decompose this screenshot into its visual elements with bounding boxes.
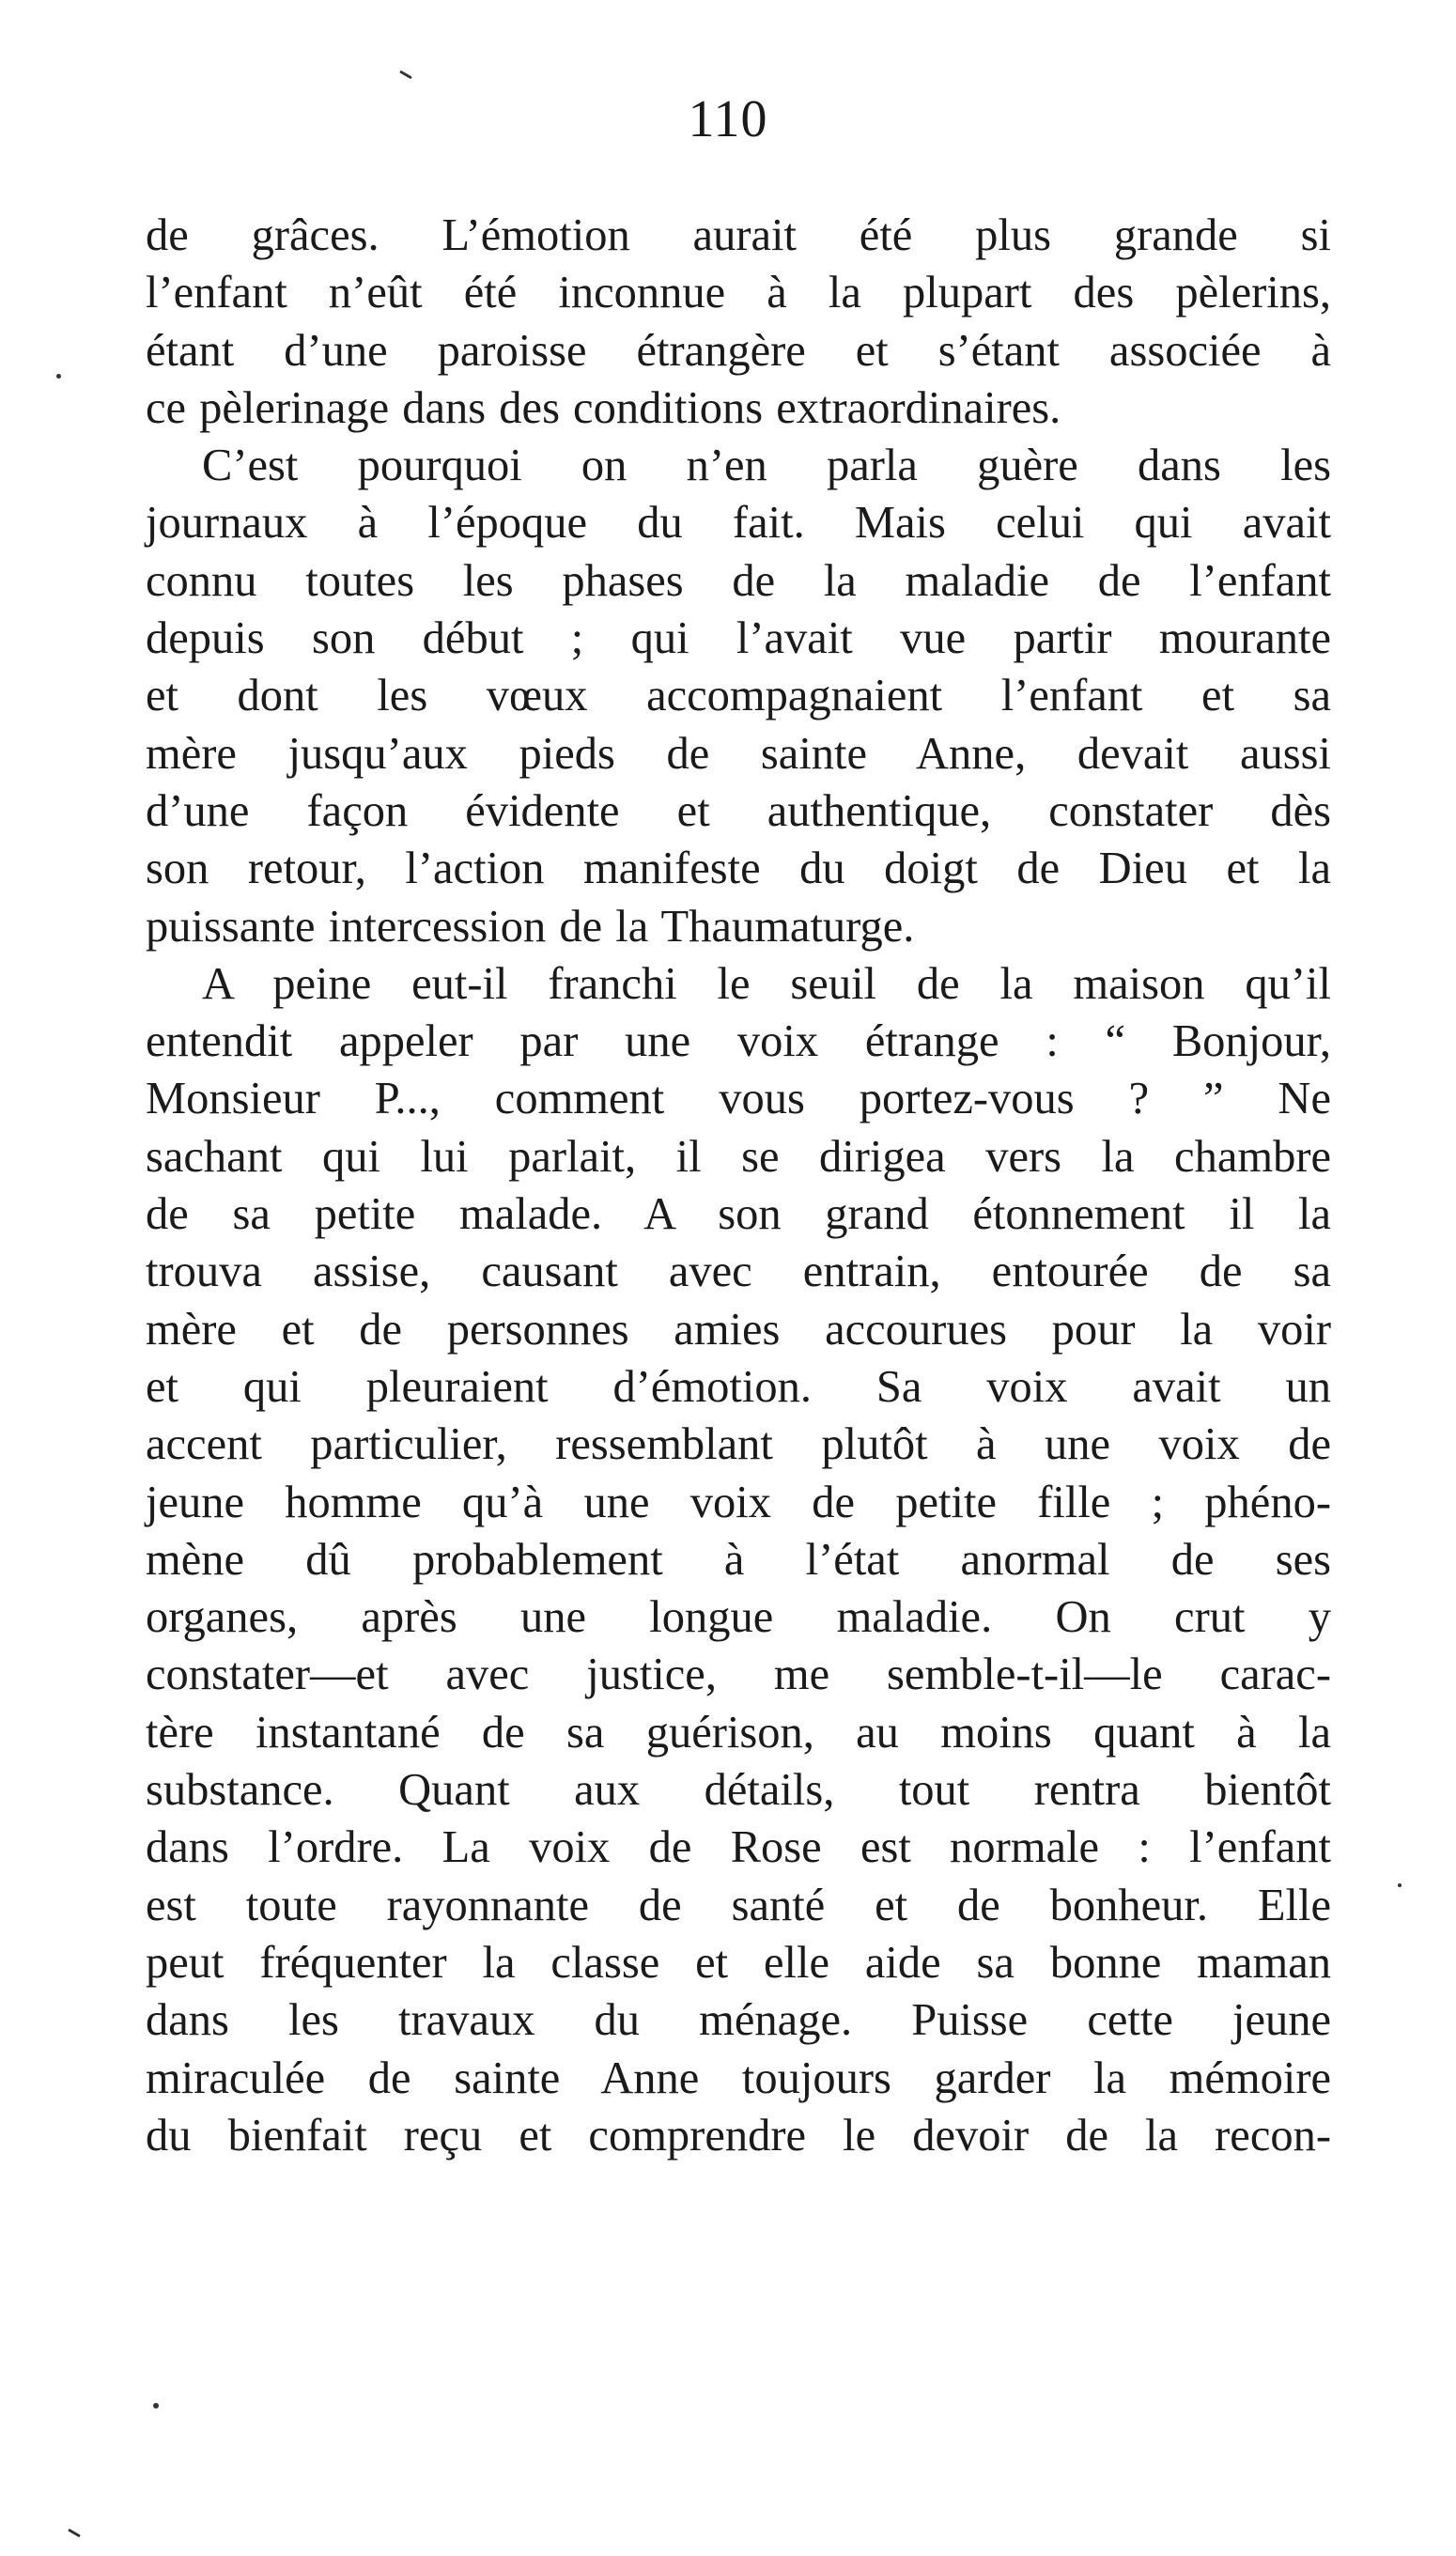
text-line: mère et de personnes amies accourues pour la voir	[146, 1304, 1331, 1355]
text-line: accent particulier, ressemblant plutôt à une voix de	[146, 1419, 1331, 1470]
text-line: et qui pleuraient d’émotion. Sa voix avait un	[146, 1361, 1331, 1412]
text-line: journaux à l’époque du fait. Mais celui qui avait	[146, 498, 1331, 549]
text-line: mère jusqu’aux pieds de sainte Anne, devait aussi	[146, 728, 1331, 779]
text-line: peut fréquenter la classe et elle aide sa bonne maman	[146, 1937, 1331, 1988]
text-line: d’une façon évidente et authentique, constater dès	[146, 785, 1331, 836]
text-line: depuis son début ; qui l’avait vue partir mourante	[146, 613, 1331, 664]
text-line: jeune homme qu’à une voix de petite fille ; phéno-	[146, 1477, 1331, 1527]
text-line: mène dû probablement à l’état anormal de ses	[146, 1534, 1331, 1585]
text-line: puissante intercession de la Thaumaturge.	[146, 901, 915, 952]
text-line: constater—et avec justice, me semble-t-il—le carac-	[146, 1650, 1331, 1700]
text-line: dans l’ordre. La voix de Rose est normale : l’enfant	[146, 1822, 1331, 1873]
text-line: entendit appeler par une voix étrange : “ Bonjour,	[146, 1016, 1331, 1067]
text-line: du bienfait reçu et comprendre le devoir de la recon-	[146, 2110, 1331, 2161]
scan-speck	[153, 2403, 159, 2409]
text-line: étant d’une paroisse étrangère et s’étant associée à	[146, 325, 1331, 376]
text-line: miraculée de sainte Anne toujours garder la mémoire	[146, 2053, 1331, 2103]
text-line: substance. Quant aux détails, tout rentra bientôt	[146, 1765, 1331, 1816]
text-line: de sa petite malade. A son grand étonnement il la	[146, 1189, 1331, 1240]
text-line: et dont les vœux accompagnaient l’enfant et sa	[146, 671, 1331, 721]
scan-speck	[68, 2529, 81, 2538]
body-text	[146, 207, 1331, 2164]
page-number: 110	[688, 90, 768, 148]
scan-speck	[1398, 1883, 1402, 1887]
text-line: ce pèlerinage dans des conditions extraordinaires.	[146, 382, 1061, 433]
text-line: tère instantané de sa guérison, au moins quant à la	[146, 1707, 1331, 1758]
text-line: connu toutes les phases de la maladie de l’enfant	[146, 555, 1331, 606]
text-line: C’est pourquoi on n’en parla guère dans les	[202, 441, 1331, 491]
text-line: sachant qui lui parlait, il se dirigea vers la chambre	[146, 1131, 1331, 1182]
text-line: son retour, l’action manifeste du doigt de Dieu et la	[146, 844, 1331, 894]
text-line: A peine eut-il franchi le seuil de la maison qu’il	[202, 958, 1331, 1009]
text-line: est toute rayonnante de santé et de bonheur. Elle	[146, 1880, 1331, 1930]
text-line: trouva assise, causant avec entrain, entourée de sa	[146, 1247, 1331, 1297]
text-line: de grâces. L’émotion aurait été plus grande si	[146, 210, 1331, 260]
text-line: l’enfant n’eût été inconnue à la plupart des pèlerins,	[146, 268, 1331, 318]
scan-speck	[56, 374, 61, 379]
text-line: organes, après une longue maladie. On crut y	[146, 1592, 1331, 1643]
scan-speck	[399, 70, 412, 80]
text-line: dans les travaux du ménage. Puisse cette jeune	[146, 1995, 1331, 2046]
text-line: Monsieur P..., comment vous portez-vous ? ” Ne	[146, 1074, 1331, 1124]
